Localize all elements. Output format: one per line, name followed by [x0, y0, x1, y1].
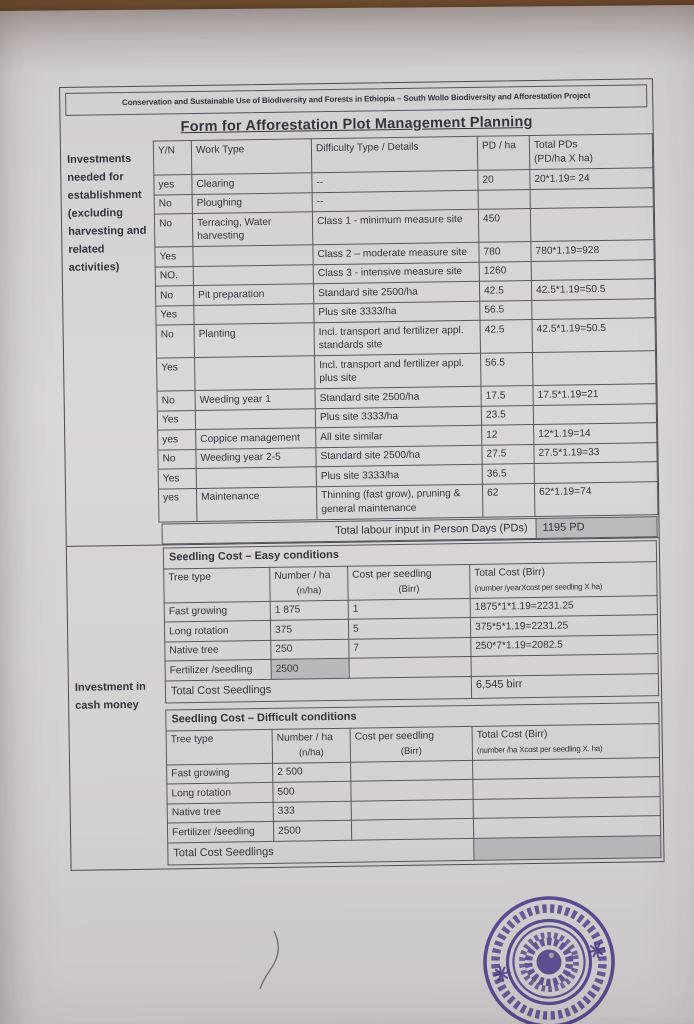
pen-mark	[248, 925, 292, 997]
work-cell: Terracing, Water harvesting	[192, 212, 312, 247]
col-header-total-pds-line1: Total PDs	[533, 138, 578, 151]
form-title: Form for Afforestation Plot Management Planning	[180, 113, 533, 135]
total-cell: 12*1.19=14	[534, 423, 657, 444]
seedling-easy-total-label: Total Cost Seedlings	[165, 676, 471, 703]
cost-cell	[351, 818, 473, 839]
col-header-yn: Y/N	[153, 141, 192, 176]
difficulty-cell: --	[312, 190, 478, 212]
total-cell: 62*1.19=74	[534, 481, 657, 516]
pd-cell	[478, 189, 530, 209]
cash-content	[159, 538, 664, 868]
work-cell: Weeding year 2-5	[196, 447, 316, 468]
cost-cell: 5	[348, 617, 470, 638]
difficulty-cell: Class 2 – moderate measure site	[313, 242, 479, 264]
seedling-easy-wrap	[163, 540, 659, 703]
col-header-total-cost	[472, 723, 659, 760]
col-header-tree-type: Tree type	[166, 729, 272, 765]
difficulty-cell: Standard site 2500/ha	[313, 281, 479, 303]
total-cell	[531, 259, 654, 280]
labour-table	[153, 133, 659, 522]
number-cell: 250	[271, 639, 349, 660]
labour-section-label: Investments needed for establishment (excluding harvesting and related activities)	[66, 152, 147, 274]
pd-cell: 62	[482, 483, 534, 517]
total-cell: 780*1.19=928	[531, 240, 654, 261]
number-ha-line1: Number / ha	[274, 570, 331, 582]
difficulty-cell: Standard site 2500/ha	[315, 386, 481, 408]
yn-cell: Yes	[155, 247, 193, 267]
cost-line2: (Birr)	[398, 583, 420, 595]
total-cell: 42.5*1.19=50.5	[532, 318, 655, 353]
total-cost-line1: Total Cost (Birr)	[476, 728, 548, 741]
total-cell: 20*1.19= 24	[530, 168, 653, 189]
yn-cell: Yes	[157, 358, 195, 392]
tree-cell: Native tree	[165, 640, 271, 661]
yn-cell: No	[154, 214, 192, 248]
col-header-total-pds	[529, 134, 652, 170]
total-cost-line2: (number /ha Xcost per seedling X. ha)	[476, 743, 603, 755]
seedling-easy-table	[163, 540, 659, 703]
labour-section	[61, 133, 659, 546]
difficulty-cell: Incl. transport and fertilizer appl. standards site	[314, 320, 480, 355]
col-header-cost-per-seedling	[348, 564, 470, 600]
number-cell: 2500	[273, 820, 351, 841]
labour-content	[153, 133, 659, 544]
pd-cell: 17.5	[481, 386, 533, 406]
yn-cell: No	[156, 325, 194, 359]
total-cell	[533, 403, 656, 424]
work-cell	[195, 356, 315, 391]
tree-cell: Fertilizer /seedling	[167, 821, 273, 842]
difficulty-cell: Thinning (fast grow), pruning & general maintenance	[316, 484, 482, 519]
difficulty-cell: All site similar	[316, 425, 482, 447]
work-cell: Coppice management	[196, 428, 316, 449]
difficulty-cell: --	[312, 170, 478, 192]
pd-cell: 450	[478, 209, 530, 243]
col-header-number-ha	[270, 566, 348, 601]
yn-cell: Yes	[158, 469, 196, 489]
difficulty-cell: Incl. transport and fertilizer appl. plus site	[315, 353, 481, 388]
total-cell: 27.5*1.19=33	[534, 442, 657, 463]
seedling-difficult-table	[165, 702, 661, 865]
pd-cell: 27.5	[482, 444, 534, 464]
work-cell	[193, 245, 313, 266]
cost-line1: Cost per seedling	[352, 568, 432, 581]
number-cell: 2 500	[273, 762, 351, 783]
difficulty-cell: Plus site 3333/ha	[316, 464, 482, 486]
total-cell	[534, 462, 657, 483]
project-header-band: Conservation and Sustainable Use of Biodiversity and Forests in Ethiopia – South Wollo Biodiversity and Afforestation Project	[65, 84, 647, 115]
difficulty-cell: Standard site 2500/ha	[316, 445, 482, 467]
total-cell: 1875*1*1.19=2231.25	[470, 595, 657, 617]
tree-cell: Fast growing	[164, 601, 270, 622]
pd-cell: 42.5	[480, 320, 532, 354]
total-cell	[530, 207, 653, 242]
col-header-number-ha	[272, 728, 350, 763]
yn-cell: No	[158, 449, 196, 469]
pd-cell: 1260	[479, 261, 531, 281]
work-cell	[196, 467, 316, 488]
yn-cell: Yes	[157, 410, 195, 430]
tree-cell: Native tree	[167, 802, 273, 823]
difficulty-cell: Plus site 3333/ha	[315, 406, 481, 428]
work-cell	[195, 408, 315, 429]
number-ha-line2: (n/ha)	[298, 746, 324, 759]
total-cell: 250*7*1.19=2082.5	[471, 634, 658, 656]
work-cell: Clearing	[192, 173, 312, 194]
cash-section	[67, 537, 664, 870]
col-header-tree-type: Tree type	[164, 567, 270, 603]
number-cell: 2500	[271, 658, 349, 679]
pd-cell: 56.5	[480, 353, 532, 387]
tree-cell: Fast growing	[167, 763, 273, 784]
labour-total-value: 1195 PD	[536, 517, 656, 538]
yn-cell: yes	[158, 430, 196, 450]
seedling-difficult-wrap	[165, 702, 661, 865]
pd-cell: 42.5	[479, 281, 531, 301]
col-header-difficulty: Difficulty Type / Details	[311, 136, 477, 172]
yn-cell: NO.	[155, 266, 193, 286]
pd-cell: 36.5	[482, 463, 534, 483]
cost-cell: 7	[349, 637, 471, 658]
yn-cell: No	[154, 194, 192, 214]
pd-cell: 20	[478, 170, 530, 190]
yn-cell: No	[155, 286, 193, 306]
total-cell	[532, 351, 655, 386]
col-header-cost-per-seedling	[350, 726, 472, 762]
total-cell: 42.5*1.19=50.5	[531, 279, 654, 300]
difficulty-cell: Class 1 - minimum measure site	[312, 209, 478, 244]
number-cell: 333	[273, 801, 351, 822]
number-cell: 1 875	[270, 600, 348, 621]
yn-cell: yes	[154, 175, 192, 195]
cost-cell	[351, 799, 473, 820]
cost-cell	[349, 656, 471, 677]
yn-cell: Yes	[156, 305, 194, 325]
work-cell: Ploughing	[192, 192, 312, 213]
total-cell	[530, 187, 653, 208]
cash-section-label: Investment in cash money	[74, 680, 146, 712]
work-cell: Maintenance	[196, 486, 316, 521]
col-header-total-cost	[470, 561, 657, 598]
number-cell: 500	[273, 781, 351, 802]
form-document	[59, 78, 665, 871]
total-cell	[532, 298, 655, 319]
labour-total-label: Total labour input in Person Days (PDs)	[162, 518, 536, 543]
total-cell: 375*5*1.19=2231.25	[470, 615, 657, 637]
number-ha-line1: Number / ha	[276, 732, 333, 744]
yn-cell: yes	[158, 488, 196, 522]
seedling-difficult-title: Seedling Cost – Difficult conditions	[166, 703, 659, 731]
pd-cell: 23.5	[481, 405, 533, 425]
total-cost-line1: Total Cost (Birr)	[474, 566, 546, 579]
official-stamp	[463, 880, 635, 1024]
tree-cell: Long rotation	[167, 782, 273, 803]
work-cell: Planting	[194, 323, 314, 358]
difficulty-cell: Plus site 3333/ha	[314, 301, 480, 323]
cost-line1: Cost per seedling	[354, 730, 435, 743]
yn-cell: No	[157, 391, 195, 411]
seedling-easy-title: Seedling Cost – Easy conditions	[163, 541, 656, 569]
total-cell: 17.5*1.19=21	[533, 384, 656, 405]
work-cell	[193, 264, 313, 285]
work-cell: Pit preparation	[193, 284, 313, 305]
cost-cell	[351, 779, 473, 800]
number-cell: 375	[270, 619, 348, 640]
col-header-total-pds-line2: (PD/ha X ha)	[534, 153, 594, 165]
col-header-work-type: Work Type	[191, 139, 311, 175]
seedling-difficult-total-value	[474, 835, 661, 860]
pd-cell: 780	[479, 242, 531, 262]
seedling-difficult-total-label: Total Cost Seedlings	[168, 838, 474, 865]
work-cell	[194, 303, 314, 324]
table-row	[158, 481, 657, 521]
cost-cell	[351, 760, 473, 781]
tree-cell: Long rotation	[164, 620, 270, 641]
pd-cell: 56.5	[480, 300, 532, 320]
col-header-pd-ha: PD / ha	[477, 136, 529, 171]
difficulty-cell: Class 3 - intensive measure site	[313, 262, 479, 284]
number-ha-line2: (n/ha)	[296, 584, 322, 597]
pd-cell: 12	[482, 424, 534, 444]
tree-cell: Fertilizer /seedling	[165, 659, 271, 680]
cost-cell: 1	[348, 598, 470, 619]
cost-line2: (Birr)	[400, 745, 423, 757]
work-cell: Weeding year 1	[195, 389, 315, 410]
seedling-easy-total-value: 6,545 birr	[471, 673, 658, 698]
total-cost-line2: (number /yearXcost per seedling X ha)	[474, 581, 603, 593]
